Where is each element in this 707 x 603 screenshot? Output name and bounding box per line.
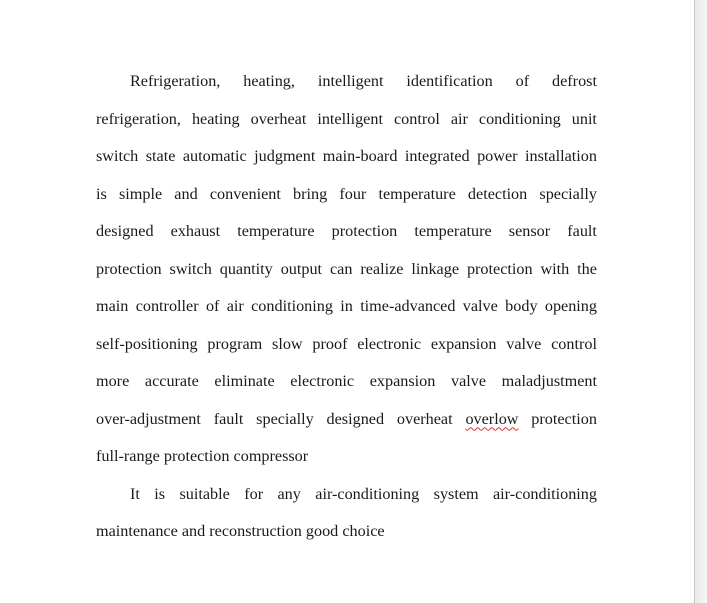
word: heating,	[243, 72, 295, 90]
word: valve	[506, 334, 542, 353]
word: simple	[118, 184, 163, 203]
word: specially	[256, 409, 314, 428]
word: program	[207, 334, 263, 353]
paragraph	[96, 63, 597, 476]
word: protection	[531, 409, 597, 428]
word: air-conditioning	[315, 484, 420, 503]
word: expansion	[369, 372, 436, 390]
word: four	[339, 184, 367, 203]
word: electronic	[357, 334, 422, 353]
word: any	[277, 484, 301, 503]
word: unit	[571, 109, 597, 128]
word: of	[515, 72, 530, 90]
word: fault	[567, 222, 597, 240]
text-line	[96, 138, 597, 176]
text-line	[96, 176, 597, 214]
word: sensor	[508, 222, 551, 240]
misspelled-word: overlow	[465, 409, 519, 428]
word: fault	[213, 409, 244, 428]
text-line	[96, 438, 597, 476]
word: exhaust	[170, 222, 221, 240]
page-edge-shadow	[694, 0, 707, 603]
word: time-advanced	[360, 297, 456, 315]
text-line	[96, 251, 597, 289]
word: output	[280, 259, 323, 278]
word: identification	[406, 72, 493, 90]
word: maladjustment	[501, 372, 597, 390]
word: valve	[450, 372, 487, 390]
word: body	[505, 297, 538, 315]
word: maintenance and reconstruction good choice	[96, 522, 385, 540]
word: specially	[539, 184, 597, 203]
word: full-range protection compressor	[96, 447, 309, 465]
word: accurate	[144, 372, 199, 390]
text-line	[96, 363, 597, 401]
word: conditioning	[478, 109, 561, 128]
word: more	[96, 372, 130, 390]
word: state	[145, 147, 176, 165]
word: main-board	[322, 147, 398, 165]
word: realize	[360, 259, 404, 278]
word: protection	[96, 259, 162, 278]
word: designed	[96, 222, 154, 240]
word: conditioning	[251, 297, 333, 315]
word: overheat	[250, 109, 307, 128]
word: intelligent	[317, 72, 384, 90]
word: intelligent	[317, 109, 383, 128]
word: is	[96, 184, 107, 203]
word: control	[551, 334, 597, 353]
word: eliminate	[214, 372, 275, 390]
word: installation	[525, 147, 597, 165]
word: integrated	[404, 147, 470, 165]
word: expansion	[430, 334, 497, 353]
word: proof	[312, 334, 348, 353]
word: temperature	[237, 222, 315, 240]
document-body	[96, 63, 597, 551]
word: switch	[96, 147, 139, 165]
word: controller	[135, 297, 199, 315]
word: bring	[293, 184, 328, 203]
word: over-adjustment	[96, 409, 201, 428]
word: and	[174, 184, 198, 203]
word: automatic	[182, 147, 247, 165]
text-line	[96, 101, 597, 139]
text-line	[96, 476, 597, 514]
word: can	[329, 259, 353, 278]
word: temperature	[414, 222, 492, 240]
word: temperature	[378, 184, 456, 203]
text-line	[96, 63, 597, 101]
word: quantity	[219, 259, 273, 278]
word: for	[244, 484, 264, 503]
word: switch	[169, 259, 212, 278]
word: linkage	[411, 259, 460, 278]
word: protection	[331, 222, 398, 240]
word: system	[433, 484, 479, 503]
word: designed	[326, 409, 385, 428]
word: convenient	[209, 184, 281, 203]
word: suitable	[179, 484, 230, 503]
word: air-conditioning	[493, 484, 597, 503]
word: detection	[467, 184, 528, 203]
text-line	[96, 513, 597, 551]
word: defrost	[552, 72, 597, 90]
word: judgment	[254, 147, 316, 165]
word: with	[540, 259, 570, 278]
word: is	[154, 484, 166, 503]
text-line	[96, 288, 597, 326]
word: refrigeration,	[96, 109, 181, 128]
text-line	[96, 401, 597, 439]
word: the	[577, 259, 597, 278]
word: protection	[466, 259, 533, 278]
word: of	[205, 297, 220, 315]
word: Refrigeration,	[130, 72, 221, 90]
word: air	[226, 297, 244, 315]
text-line	[96, 213, 597, 251]
word: electronic	[290, 372, 355, 390]
word: control	[393, 109, 440, 128]
word: valve	[462, 297, 498, 315]
word: overheat	[396, 409, 453, 428]
word: opening	[544, 297, 597, 315]
word: air	[450, 109, 468, 128]
word: It	[130, 484, 140, 503]
word: main	[96, 297, 129, 315]
word: in	[340, 297, 353, 315]
word: self-positioning	[96, 334, 198, 353]
word: power	[477, 147, 518, 165]
paragraph	[96, 476, 597, 551]
text-line	[96, 326, 597, 364]
word: heating	[191, 109, 240, 128]
word: slow	[272, 334, 303, 353]
